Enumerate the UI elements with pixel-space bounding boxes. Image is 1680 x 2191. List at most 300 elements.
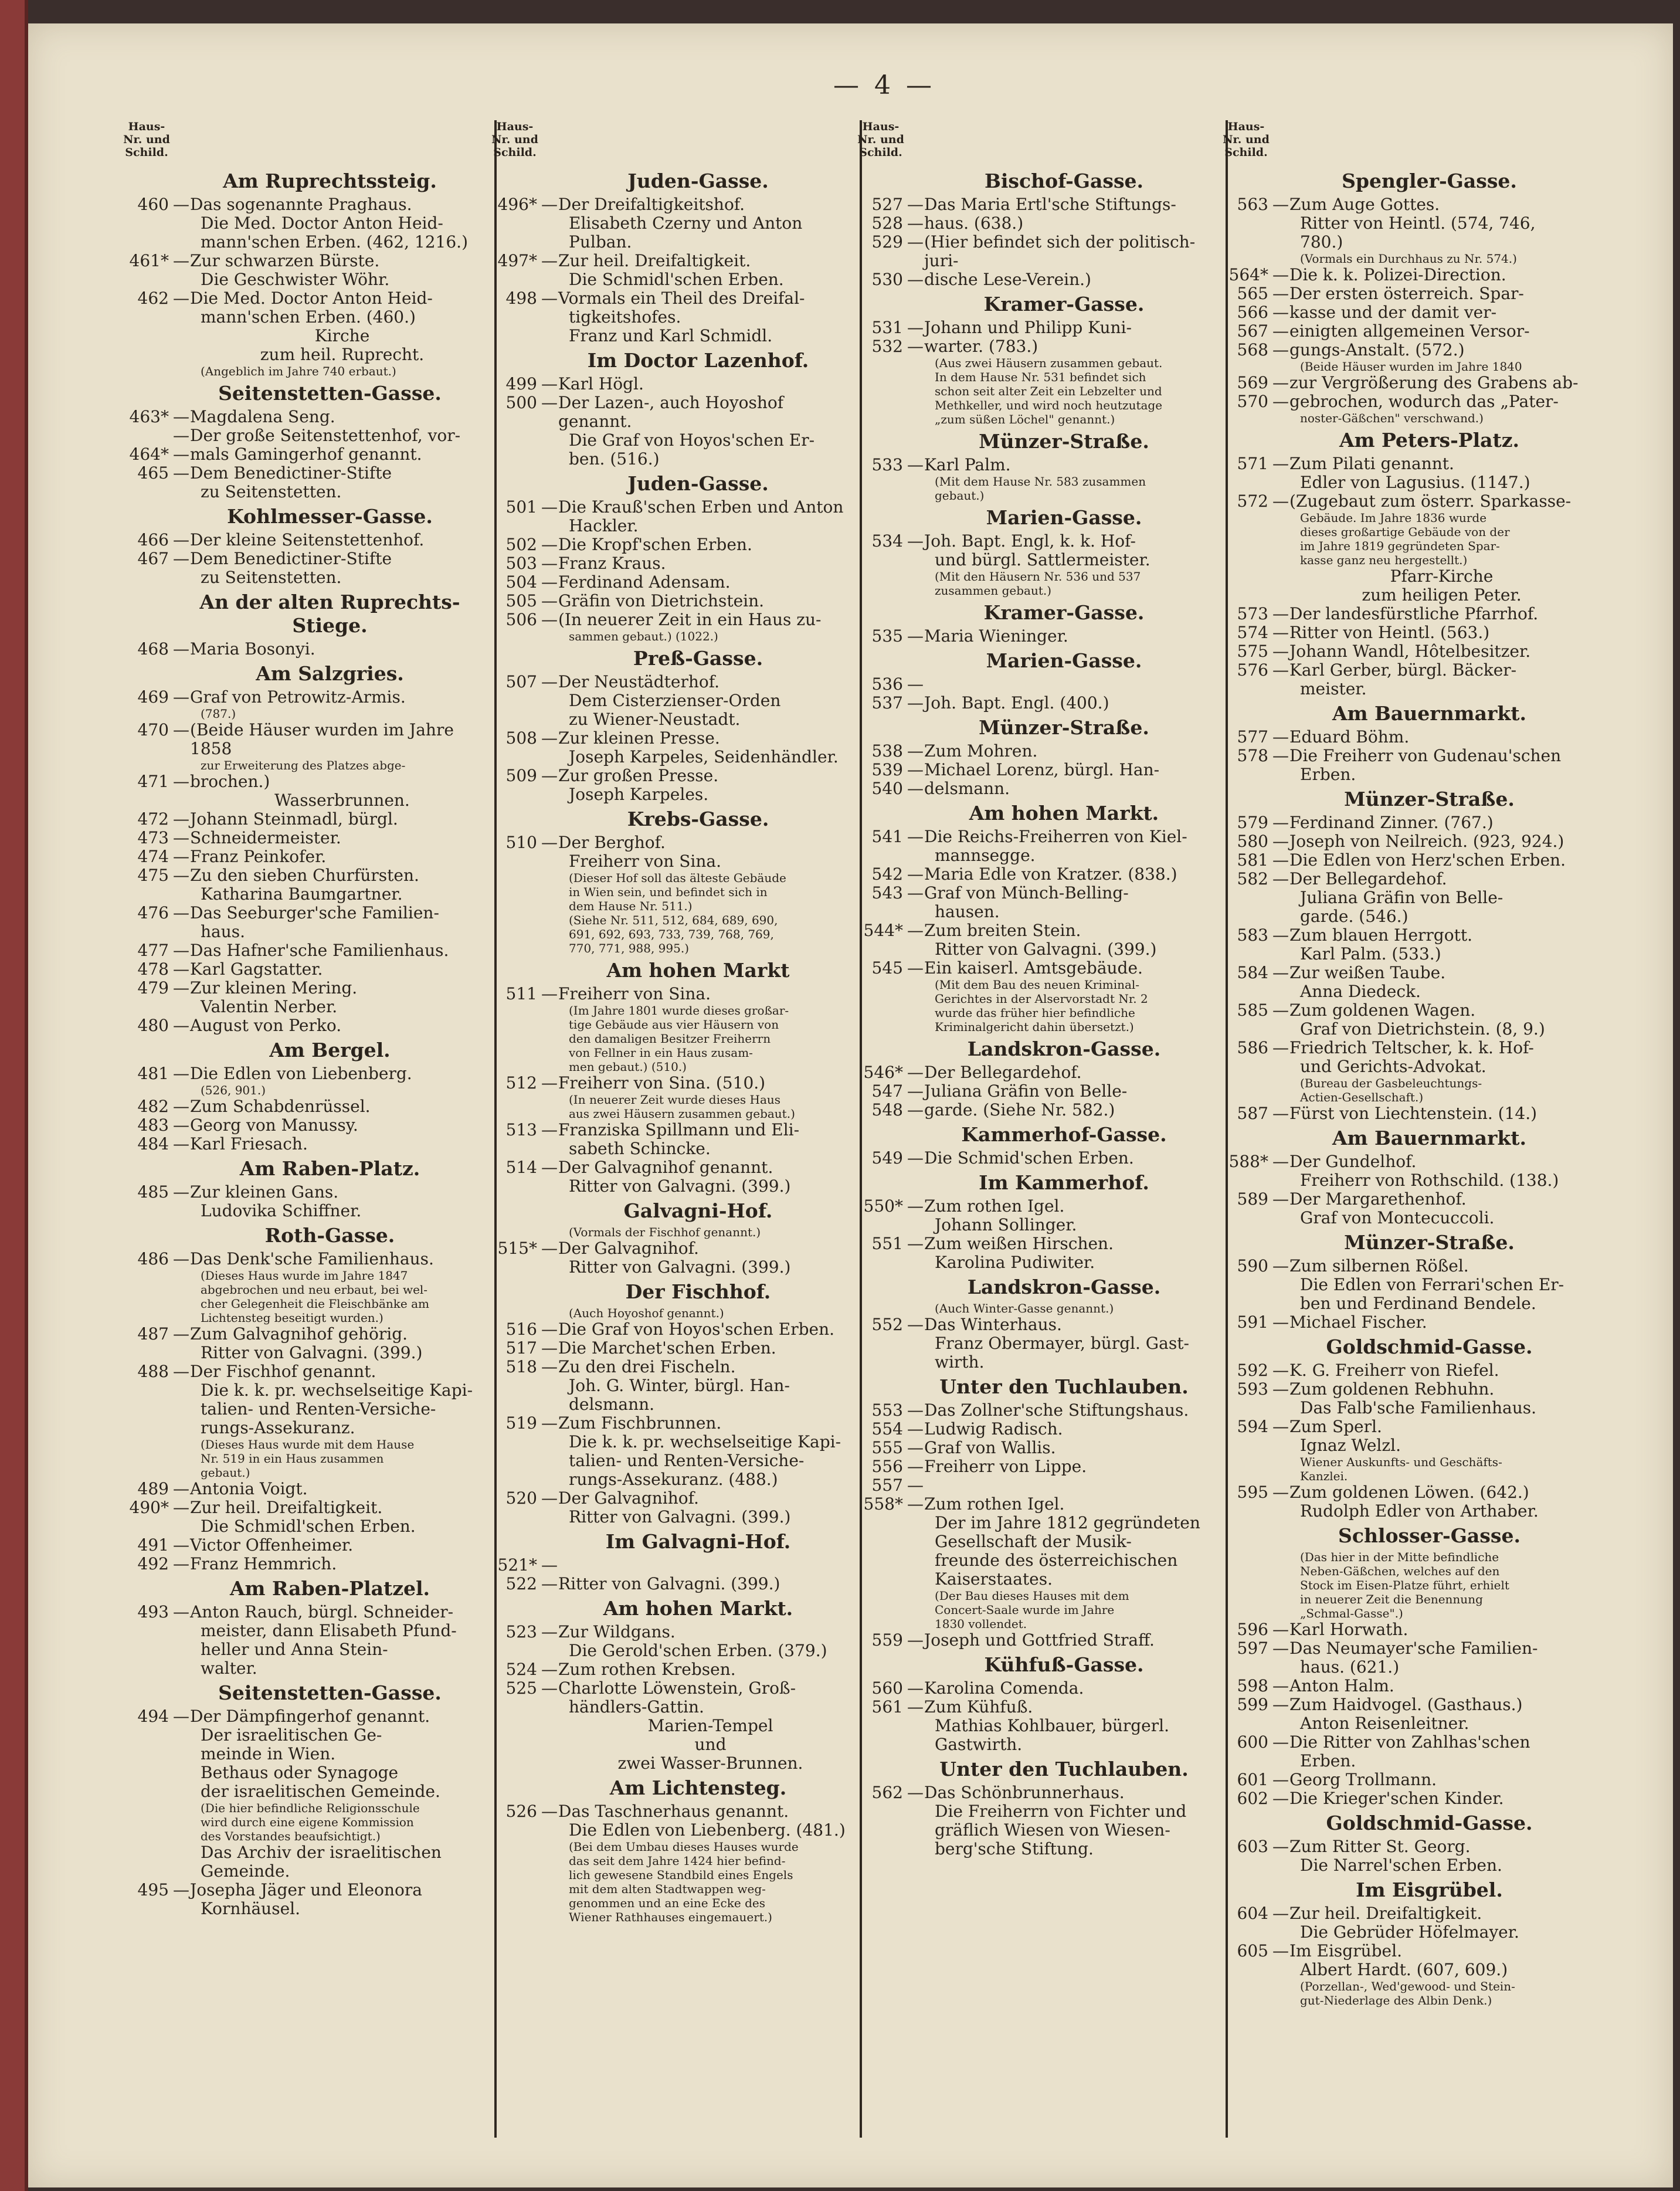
- entry-note: 1830 vollendet.: [935, 1617, 1027, 1631]
- entry-dash: —: [907, 674, 924, 694]
- house-number: 528: [871, 213, 903, 233]
- house-entry: [1223, 1039, 1583, 1057]
- house-number: 560: [871, 1678, 903, 1698]
- owner-text: Das sogenannte Praghaus.: [190, 195, 412, 214]
- entry-note: (Das hier in der Mitte befindliche: [1300, 1550, 1499, 1564]
- entry-continuation: meinde in Wien.: [201, 1744, 336, 1763]
- house-entry: [1223, 1361, 1583, 1380]
- owner-text: Ferdinand Adensam.: [558, 572, 731, 592]
- entry-note: wurde das früher hier befindliche: [935, 1006, 1135, 1020]
- entry-note: (Auch Winter-Gasse genannt.): [935, 1301, 1114, 1315]
- house-entry: [491, 1121, 852, 1139]
- entry-dash: —: [1272, 925, 1289, 945]
- entry-dash: —: [907, 318, 924, 337]
- entry-continuation: garde. (546.): [1300, 907, 1409, 926]
- street-heading: Am Bauernmarkt.: [1332, 1127, 1526, 1149]
- owner-text: Joh. Bapt. Engl, k. k. Hof-: [924, 531, 1136, 551]
- house-number: 572: [1237, 491, 1268, 511]
- entry-continuation: Die Schmidl'schen Erben.: [201, 1517, 416, 1536]
- house-entry: [1223, 1417, 1583, 1436]
- entry-note: (Aus zwei Häusern zusammen gebaut.: [935, 356, 1163, 370]
- owner-text: Georg von Manussy.: [190, 1115, 358, 1135]
- house-number: 575: [1237, 642, 1268, 661]
- house-entry: [123, 531, 484, 550]
- house-entry: [1223, 1639, 1583, 1658]
- street-heading: Münzer-Straße.: [1344, 788, 1515, 810]
- house-number: 599: [1237, 1695, 1268, 1714]
- owner-text: Zum silbernen Rößel.: [1289, 1256, 1469, 1276]
- street-heading: Goldschmid-Gasse.: [1326, 1812, 1533, 1834]
- entry-continuation: Freiherr von Rothschild. (138.): [1300, 1171, 1559, 1190]
- owner-text: Zum Fischbrunnen.: [558, 1413, 722, 1433]
- house-number: 587: [1237, 1104, 1268, 1123]
- entry-dash: —: [907, 1063, 924, 1082]
- street-heading: An der alten Ruprechts-Stiege.: [199, 591, 460, 637]
- entry-continuation: und bürgl. Sattlermeister.: [935, 550, 1150, 569]
- house-entry: [491, 1358, 852, 1376]
- entry-continuation: Anton Reisenleitner.: [1300, 1714, 1469, 1733]
- entry-dash: —: [173, 978, 189, 998]
- street-heading: Am Ruprechtssteig.: [223, 169, 437, 192]
- entry-dash: —: [541, 497, 558, 517]
- entry-dash: —: [541, 833, 558, 852]
- entry-dash: —: [173, 1182, 189, 1202]
- street-heading: Marien-Gasse.: [986, 506, 1142, 529]
- house-entry: [1223, 832, 1583, 851]
- owner-text: Zum Haidvogel. (Gasthaus.): [1289, 1695, 1523, 1714]
- house-number: 503: [505, 554, 537, 573]
- entry-dash: —: [907, 1697, 924, 1717]
- entry-continuation: hausen.: [935, 902, 1000, 921]
- house-number: 523: [505, 1622, 537, 1641]
- owner-text: Zur heil. Dreifaltigkeit.: [190, 1498, 383, 1517]
- house-number: 529: [871, 232, 903, 252]
- entry-continuation: rungs-Assekuranz. (488.): [569, 1470, 778, 1489]
- house-entry: [123, 1097, 484, 1116]
- column-1: [123, 120, 484, 2138]
- house-number: 471: [137, 772, 169, 791]
- owner-text: Das Maria Ertl'sche Stiftungs-: [924, 195, 1176, 214]
- house-number: 462: [137, 289, 169, 308]
- house-entry: [857, 1234, 1218, 1253]
- house-entry: [1223, 392, 1583, 411]
- entry-dash: —: [541, 374, 558, 394]
- entry-continuation: Ritter von Galvagni. (399.): [201, 1343, 423, 1362]
- street-heading: Am Lichtensteg.: [609, 1776, 787, 1799]
- house-entry: [1223, 455, 1583, 473]
- owner-text: Zum blauen Herrgott.: [1289, 925, 1472, 945]
- entry-dash: —: [1272, 1941, 1289, 1961]
- owner-text: Der Lazen-, auch Hoyoshof genannt.: [558, 393, 784, 431]
- entry-dash: —: [173, 1362, 189, 1381]
- entry-dash: —: [907, 626, 924, 646]
- house-entry: [1223, 1257, 1583, 1276]
- entry-dash: —: [173, 1097, 189, 1116]
- owner-text: Ein kaiserl. Amtsgebäude.: [924, 958, 1143, 978]
- house-entry: [491, 729, 852, 748]
- house-entry: [491, 1556, 852, 1575]
- entry-continuation: Die Med. Doctor Anton Heid-: [201, 213, 443, 233]
- house-entry: [123, 688, 484, 707]
- house-entry: [1223, 303, 1583, 322]
- street-heading: Der Fischhof.: [625, 1280, 771, 1303]
- house-number: 546*: [863, 1063, 903, 1082]
- owner-text: Zum rothen Igel.: [924, 1196, 1065, 1216]
- house-number: 502: [505, 535, 537, 554]
- entry-dash: —: [1272, 832, 1289, 851]
- owner-text: Zum Auge Gottes.: [1289, 195, 1440, 214]
- entry-continuation: Valentin Nerber.: [201, 997, 338, 1016]
- house-entry: [123, 1135, 484, 1154]
- house-number: 498: [505, 289, 537, 308]
- street-heading: Am hohen Markt.: [969, 802, 1159, 825]
- entry-dash: —: [1272, 604, 1289, 623]
- house-entry: [857, 1631, 1218, 1650]
- entry-dash: —: [173, 772, 189, 791]
- house-entry: [1223, 623, 1583, 642]
- street-heading: Am Raben-Platzel.: [229, 1577, 430, 1600]
- entry-dash: —: [173, 639, 189, 659]
- entry-note: (Bureau der Gasbeleuchtungs-: [1300, 1076, 1482, 1090]
- entry-dash: —: [1272, 1770, 1289, 1789]
- house-entry: [491, 592, 852, 611]
- entry-note: Wiener Auskunfts- und Geschäfts-: [1300, 1455, 1502, 1469]
- entry-dash: —: [541, 1320, 558, 1339]
- entry-dash: —: [907, 270, 924, 289]
- house-entry: [857, 884, 1218, 903]
- entry-note: (Mit dem Bau des neuen Kriminal-: [935, 978, 1140, 992]
- owner-text: garde. (Siehe Nr. 582.): [924, 1100, 1115, 1120]
- house-entry: [123, 1603, 484, 1622]
- entry-dash: —: [907, 455, 924, 474]
- page-number: — 4 —: [833, 70, 935, 100]
- entry-dash: —: [1272, 1676, 1289, 1695]
- house-number: 521*: [497, 1555, 537, 1575]
- house-entry: [857, 1420, 1218, 1439]
- entry-note: wird durch eine eigene Kommission: [201, 1815, 414, 1829]
- entry-continuation: und Gerichts-Advokat.: [1300, 1057, 1486, 1076]
- owner-text: Zur kleinen Presse.: [558, 728, 720, 748]
- owner-text: (Zugebaut zum österr. Sparkasse-: [1289, 491, 1572, 511]
- entry-dash: —: [907, 760, 924, 779]
- house-entry: [123, 1116, 484, 1135]
- entry-dash: —: [541, 1073, 558, 1093]
- entry-note: (Siehe Nr. 511, 512, 684, 689, 690,: [569, 913, 778, 927]
- house-entry: [857, 1495, 1218, 1514]
- entry-note: (Im Jahre 1801 wurde dieses großar-: [569, 1003, 789, 1018]
- house-entry: [123, 1707, 484, 1726]
- entry-dash: —: [1272, 1417, 1289, 1436]
- owner-text: Freiherr von Sina.: [558, 984, 711, 1003]
- entry-dash: —: [173, 289, 189, 308]
- house-number: 518: [505, 1357, 537, 1376]
- house-entry: [1223, 964, 1583, 982]
- house-entry: [491, 375, 852, 394]
- house-number: 604: [1237, 1904, 1268, 1923]
- entry-continuation: Gastwirth.: [935, 1735, 1023, 1754]
- house-entry: [857, 742, 1218, 761]
- owner-text: Der Margarethenhof.: [1289, 1189, 1467, 1209]
- entry-dash: —: [1272, 1789, 1289, 1808]
- house-number-header: Haus-Nr. und Schild.: [1223, 120, 1270, 159]
- entry-note: mit dem alten Stadtwappen weg-: [569, 1882, 766, 1896]
- owner-text: Die Krauß'schen Erben und Anton: [558, 497, 844, 517]
- entry-dash: —: [1272, 623, 1289, 642]
- house-number: 525: [505, 1678, 537, 1698]
- house-number: 545: [871, 958, 903, 978]
- entry-dash: —: [541, 554, 558, 573]
- entry-dash: —: [1272, 813, 1289, 832]
- street-heading: Juden-Gasse.: [627, 169, 769, 192]
- house-entry: [123, 979, 484, 998]
- house-entry: [857, 1197, 1218, 1216]
- entry-note: das seit dem Jahre 1424 hier befind-: [569, 1854, 786, 1868]
- owner-text: Zum Sperl.: [1289, 1417, 1382, 1436]
- entry-continuation: Karl Palm. (533.): [1300, 944, 1441, 964]
- house-number: 531: [871, 318, 903, 337]
- entry-continuation: Die Graf von Hoyos'schen Er-: [569, 430, 815, 450]
- house-number: 515*: [497, 1239, 537, 1258]
- entry-note: gebaut.): [935, 489, 985, 503]
- entry-dash: —: [173, 463, 189, 483]
- street-heading: Im Eisgrübel.: [1356, 1878, 1503, 1901]
- owner-text: Der Fischhof genannt.: [190, 1362, 376, 1381]
- street-heading: Kramer-Gasse.: [983, 601, 1145, 624]
- entry-dash: —: [541, 1660, 558, 1679]
- entry-note: Neben-Gäßchen, welches auf den: [1300, 1564, 1500, 1578]
- house-number: 509: [505, 766, 537, 785]
- house-number: 480: [137, 1016, 169, 1035]
- entry-dash: —: [907, 864, 924, 884]
- entry-dash: —: [1272, 1189, 1289, 1209]
- entry-note: (Dieser Hof soll das älteste Gebäude: [569, 871, 786, 885]
- owner-text: Johann Steinmadl, bürgl.: [190, 809, 398, 829]
- owner-text: Ludwig Radisch.: [924, 1419, 1063, 1439]
- owner-text: Der Berghof.: [558, 833, 666, 852]
- entry-continuation: tigkeitshofes.: [569, 307, 681, 327]
- house-number: 483: [137, 1115, 169, 1135]
- house-entry: [1223, 322, 1583, 341]
- owner-text: Josepha Jäger und Eleonora: [190, 1880, 422, 1900]
- house-number: 590: [1237, 1256, 1268, 1276]
- entry-dash: —: [541, 289, 558, 308]
- owner-text: Ferdinand Zinner. (767.): [1289, 813, 1494, 832]
- entry-dash: —: [907, 1438, 924, 1457]
- entry-continuation: Johann Sollinger.: [935, 1215, 1077, 1234]
- owner-text: Zur Wildgans.: [558, 1622, 676, 1641]
- entry-note: den damaligen Besitzer Freiherrn: [569, 1032, 771, 1046]
- house-entry: [491, 394, 852, 431]
- house-number: 553: [871, 1400, 903, 1420]
- entry-dash: —: [1272, 1837, 1289, 1856]
- entry-continuation: mann'schen Erben. (462, 1216.): [201, 232, 468, 252]
- house-entry: [857, 1457, 1218, 1476]
- house-number: 499: [505, 374, 537, 394]
- house-entry: [123, 445, 484, 464]
- entry-dash: —: [541, 1338, 558, 1358]
- owner-text: Zur schwarzen Bürste.: [190, 251, 380, 270]
- street-heading: Im Kammerhof.: [979, 1171, 1149, 1194]
- entry-continuation: Die Schmidl'schen Erben.: [569, 270, 784, 289]
- owner-text: Die Marchet'schen Erben.: [558, 1338, 776, 1358]
- entry-dash: —: [907, 1678, 924, 1698]
- entry-dash: —: [1272, 340, 1289, 359]
- owner-text: Joh. Bapt. Engl. (400.): [924, 693, 1109, 713]
- house-number: 473: [137, 828, 169, 847]
- house-entry: [857, 337, 1218, 356]
- entry-dash: —: [541, 610, 558, 629]
- entry-dash: —: [907, 1400, 924, 1420]
- entry-note: (Mit dem Hause Nr. 583 zusammen: [935, 474, 1146, 489]
- house-number: 603: [1237, 1837, 1268, 1856]
- house-entry: [123, 960, 484, 979]
- house-entry: [491, 573, 852, 592]
- owner-text: Zum breiten Stein.: [924, 921, 1081, 940]
- entry-dash: —: [1272, 321, 1289, 341]
- house-number: 508: [505, 728, 537, 748]
- entry-dash: —: [173, 251, 189, 270]
- owner-text: Das Winterhaus.: [924, 1315, 1062, 1334]
- entry-dash: —: [907, 232, 924, 252]
- owner-text: Die Krieger'schen Kinder.: [1289, 1789, 1504, 1808]
- entry-dash: —: [541, 195, 558, 214]
- entry-dash: —: [173, 1249, 189, 1269]
- house-entry: [491, 1679, 852, 1698]
- entry-dash: —: [1272, 746, 1289, 765]
- house-number: 512: [505, 1073, 537, 1093]
- entry-continuation: Das Falb'sche Familienhaus.: [1300, 1398, 1537, 1417]
- entry-dash: —: [173, 1554, 189, 1573]
- owner-text: Franz Kraus.: [558, 554, 666, 573]
- house-entry: [491, 554, 852, 573]
- entry-continuation: Die Freiherrn von Fichter und: [935, 1802, 1187, 1821]
- entry-dash: —: [541, 1239, 558, 1258]
- house-entry: [1223, 1152, 1583, 1171]
- entry-dash: —: [907, 1630, 924, 1650]
- entry-dash: —: [1272, 1312, 1289, 1332]
- house-number: 563: [1237, 195, 1268, 214]
- house-entry: [123, 829, 484, 847]
- entry-dash: —: [907, 921, 924, 940]
- house-number: 505: [505, 591, 537, 611]
- street-heading: Goldschmid-Gasse.: [1326, 1335, 1533, 1358]
- entry-continuation: mannsegge.: [935, 846, 1036, 865]
- house-number: 527: [871, 195, 903, 214]
- entry-note: Wiener Rathhauses eingemauert.): [569, 1910, 772, 1924]
- street-heading: Landskron-Gasse.: [967, 1037, 1161, 1060]
- entry-dash: —: [907, 531, 924, 551]
- owner-text: Zur kleinen Gans.: [190, 1182, 339, 1202]
- owner-text: Fürst von Liechtenstein. (14.): [1289, 1104, 1538, 1123]
- entry-dash: —: [1272, 303, 1289, 322]
- entry-dash: —: [1272, 284, 1289, 303]
- owner-text: Zum Galvagnihof gehörig.: [190, 1324, 408, 1344]
- house-number: 470: [137, 720, 169, 740]
- entry-dash: —: [907, 1234, 924, 1253]
- house-number: 540: [871, 779, 903, 798]
- house-entry: [1223, 1789, 1583, 1808]
- house-entry: [491, 252, 852, 270]
- entry-note: (Bei dem Umbau dieses Hauses wurde: [569, 1840, 799, 1854]
- entry-dash: —: [1272, 850, 1289, 870]
- house-number: 519: [505, 1413, 537, 1433]
- house-number: 557: [871, 1476, 903, 1495]
- entry-dash: —: [1272, 1620, 1289, 1639]
- entry-note: cher Gelegenheit die Fleischbänke am: [201, 1297, 429, 1311]
- house-entry: [1223, 926, 1583, 945]
- entry-note: von Fellner in ein Haus zusam-: [569, 1046, 753, 1060]
- house-number: 466: [137, 530, 169, 550]
- house-entry: [857, 921, 1218, 940]
- entry-note: lich gewesene Standbild eines Engels: [569, 1868, 793, 1882]
- house-entry: [1223, 1380, 1583, 1399]
- book-binding: [0, 0, 28, 2191]
- landmark-line: Pfarr-Kirche: [1390, 567, 1494, 586]
- entry-continuation: Das Archiv der israelitischen: [201, 1843, 442, 1862]
- entry-note: zusammen gebaut.): [935, 584, 1052, 598]
- house-number: 534: [871, 531, 903, 551]
- entry-continuation: Juliana Gräfin von Belle-: [1300, 888, 1503, 907]
- landmark-line: Kirche: [314, 326, 370, 345]
- house-entry: [857, 694, 1218, 713]
- entry-dash: —: [541, 393, 558, 412]
- entry-note: Nr. 519 in ein Haus zusammen: [201, 1451, 384, 1466]
- owner-text: Johann Wandl, Hôtelbesitzer.: [1289, 642, 1531, 661]
- entry-dash: —: [1272, 1000, 1289, 1020]
- house-number: 494: [137, 1707, 169, 1726]
- entry-continuation: walter.: [201, 1658, 257, 1678]
- house-number: 569: [1237, 373, 1268, 392]
- owner-text: Die Freiherr von Gudenau'schen: [1289, 746, 1562, 765]
- owner-text: Die Med. Doctor Anton Heid-: [190, 289, 433, 308]
- owner-text: dische Lese-Verein.): [924, 270, 1091, 289]
- house-entry: [857, 865, 1218, 884]
- house-entry: [857, 1439, 1218, 1457]
- owner-text: Graf von Petrowitz-Armis.: [190, 687, 406, 707]
- house-entry: [857, 1082, 1218, 1101]
- house-number: 565: [1237, 284, 1268, 303]
- street-heading: Am Peters-Platz.: [1339, 429, 1520, 452]
- house-number: 586: [1237, 1038, 1268, 1057]
- column-3: [857, 120, 1218, 2138]
- owner-text: Victor Offenheimer.: [190, 1535, 354, 1555]
- owner-text: gungs-Anstalt. (572.): [1289, 340, 1465, 359]
- entry-dash: —: [173, 530, 189, 550]
- house-number: 559: [871, 1630, 903, 1650]
- entry-dash: —: [173, 847, 189, 866]
- owner-text: Freiherr von Lippe.: [924, 1457, 1087, 1476]
- owner-text: Zum Kühfuß.: [924, 1697, 1033, 1717]
- house-number: 476: [137, 903, 169, 922]
- entry-note: aus zwei Häusern zusammen gebaut.): [569, 1107, 795, 1121]
- entry-note: (Dieses Haus wurde mit dem Hause: [201, 1437, 415, 1451]
- owner-text: warter. (783.): [924, 337, 1038, 356]
- street-heading: Marien-Gasse.: [986, 649, 1142, 672]
- street-heading: Galvagni-Hof.: [623, 1199, 773, 1222]
- street-heading: Münzer-Straße.: [1344, 1231, 1515, 1254]
- house-entry: [1223, 728, 1583, 747]
- house-number: 570: [1237, 392, 1268, 411]
- house-entry: [123, 1183, 484, 1202]
- entry-dash: —: [541, 672, 558, 691]
- entry-dash: —: [173, 1602, 189, 1622]
- house-number-header: Haus-Nr. und Schild.: [491, 120, 538, 159]
- entry-note: (Porzellan-, Wed'gewood- und Stein-: [1300, 1979, 1515, 1993]
- entry-continuation: Graf von Montecuccoli.: [1300, 1208, 1495, 1227]
- entry-note: Stock im Eisen-Platze führt, erhielt: [1300, 1578, 1509, 1592]
- street-heading: Kohlmesser-Gasse.: [227, 505, 433, 528]
- owner-text: Der Galvagnihof genannt.: [558, 1158, 773, 1177]
